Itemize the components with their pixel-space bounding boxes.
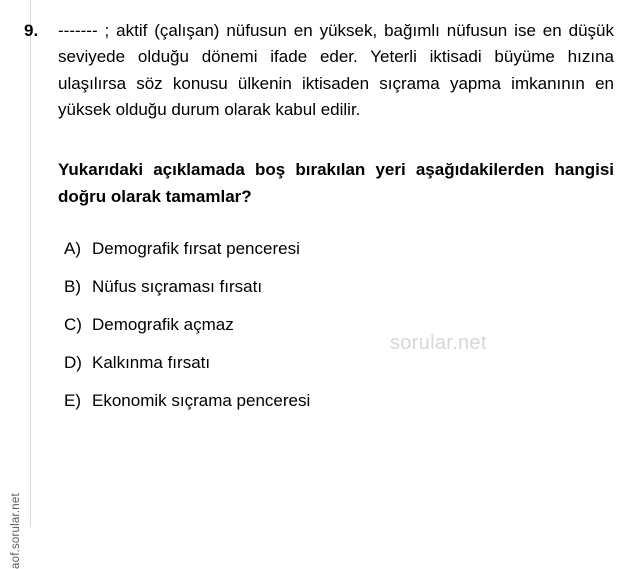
question-stem: ------- ; aktif (çalışan) nüfusun en yüksek, bağımlı nüfusun ise en düşük seviyede olduğu dönemi ifade eder. Yeterli iktisadi büyüme hızına ulaşılırsa söz konusu ülkenin iktisaden sıçrama yapma imkanının en yüksek olduğu durum olarak kabul edilir. [58,21,614,120]
center-watermark-text: sorular.net [390,332,487,354]
option-b-letter: B) [64,277,81,297]
question-body [58,18,614,430]
option-c-letter: C) [64,315,82,335]
question-number: 9. [24,21,39,40]
question-prompt: Yukarıdaki açıklamada boş bırakılan yeri aşağıdakilerden hangisi doğru olarak tamamlar? [58,160,614,206]
question-header [22,18,614,430]
option-e[interactable] [58,392,614,409]
option-b-text: Nüfus sıçraması fırsatı [92,277,263,297]
option-a[interactable] [58,240,614,257]
option-c[interactable] [58,316,614,333]
option-d-letter: D) [64,353,82,373]
option-d[interactable] [58,354,614,371]
option-a-text: Demografik fırsat penceresi [92,239,300,259]
option-e-text: Ekonomik sıçrama penceresi [92,391,311,411]
option-b[interactable] [58,278,614,295]
option-a-letter: A) [64,239,81,259]
option-e-letter: E) [64,391,81,411]
question-block [22,18,614,430]
option-d-text: Kalkınma fırsatı [92,353,211,373]
side-watermark-text: aof.sorular.net [10,493,22,569]
options-list [58,240,614,409]
option-c-text: Demografik açmaz [92,315,234,335]
